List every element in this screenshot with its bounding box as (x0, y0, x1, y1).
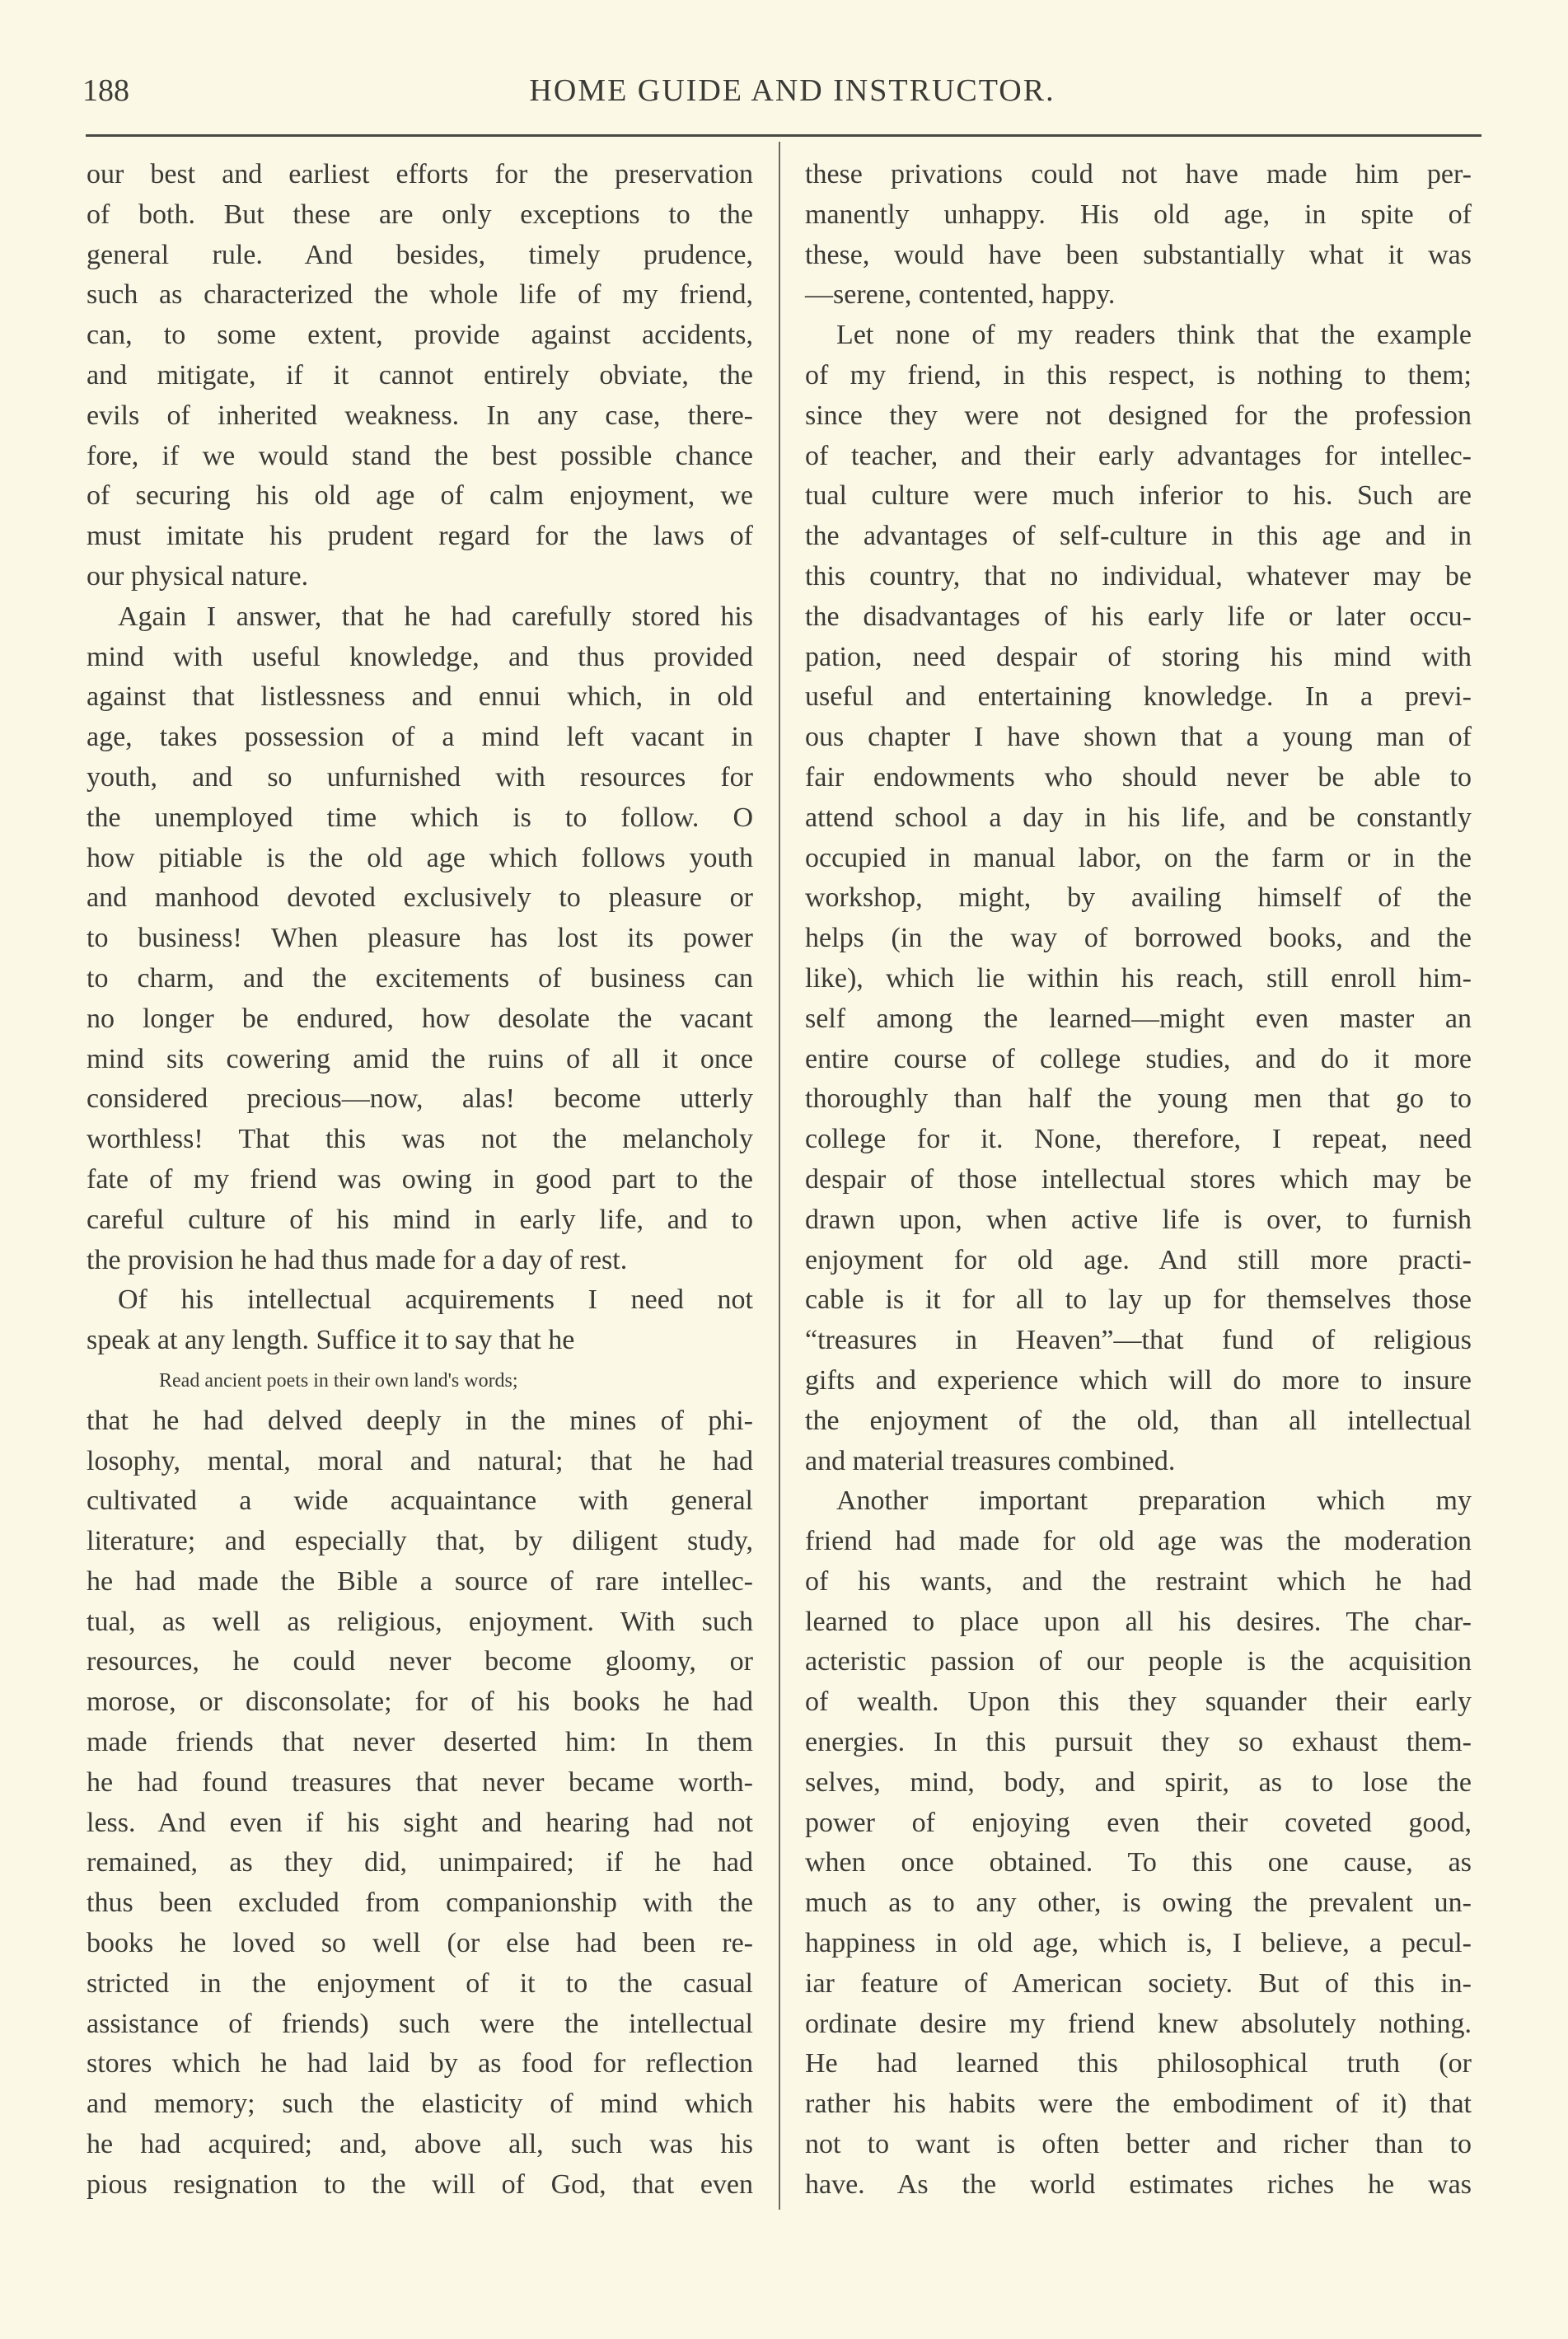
text-line: and memory; such the elasticity of mind which (87, 2089, 753, 2120)
text-line: no longer be endured, how desolate the vacant (87, 1003, 753, 1034)
text-line: self among the learned—might even master an (805, 1003, 1472, 1034)
text-line: selves, mind, body, and spirit, as to lose the (805, 1766, 1472, 1798)
text-line: the unemployed time which is to follow. O (87, 802, 753, 833)
text-line: ous chapter I have shown that a young man of (805, 722, 1472, 753)
text-line: morose, or disconsolate; for of his books he had (87, 1686, 753, 1718)
text-line: worthless! That this was not the melancholy (87, 1124, 753, 1155)
text-line: made friends that never deserted him: In them (87, 1727, 753, 1758)
text-line: despair of those intellectual stores which may be (805, 1163, 1472, 1195)
text-line: general rule. And besides, timely prudence, (87, 239, 753, 270)
text-line: age, takes possession of a mind left vacant in (87, 722, 753, 753)
text-line: he had made the Bible a source of rare intellec- (87, 1565, 753, 1597)
text-line: He had learned this philosophical truth (or (805, 2048, 1472, 2079)
text-line: these privations could not have made him per- (805, 159, 1472, 189)
text-line: cultivated a wide acquaintance with general (87, 1485, 753, 1517)
text-line: to business! When pleasure has lost its power (87, 923, 753, 954)
text-line: he had found treasures that never became worth- (87, 1766, 753, 1798)
text-line: evils of inherited weakness. In any case, there- (87, 400, 753, 431)
text-line: gifts and experience which will do more to insure (805, 1364, 1472, 1396)
text-line: this country, that no individual, whatever may be (805, 560, 1472, 592)
text-line: fate of my friend was owing in good part to the (87, 1163, 753, 1195)
text-line: to charm, and the excitements of business can (87, 962, 753, 994)
text-line: occupied in manual labor, on the farm or in the (805, 842, 1472, 873)
text-line: that he had delved deeply in the mines of phi- (87, 1405, 753, 1436)
text-line: thus been excluded from companionship with the (87, 1888, 753, 1919)
text-line: Let none of my readers think that the example (836, 320, 1472, 351)
text-line: attend school a day in his life, and be constantly (805, 802, 1472, 833)
text-line: fair endowments who should never be able to (805, 761, 1472, 793)
text-line: tual, as well as religious, enjoyment. With such (87, 1606, 753, 1637)
text-line: against that listlessness and ennui which, in old (87, 681, 753, 713)
text-line: friend had made for old age was the moderation (805, 1526, 1472, 1557)
text-line: stricted in the enjoyment of it to the casual (87, 1967, 753, 1999)
text-line: much as to any other, is owing the prevalent un- (805, 1888, 1472, 1919)
text-line: “treasures in Heaven”—that fund of religious (805, 1325, 1472, 1356)
left-column (87, 155, 753, 2206)
text-line: helps (in the way of borrowed books, and the (805, 923, 1472, 954)
text-line: assistance of friends) such were the intellectual (87, 2008, 753, 2039)
text-line: mind with useful knowledge, and thus provided (87, 641, 753, 672)
text-line: of my friend, in this respect, is nothing to them; (805, 359, 1472, 391)
text-line: the enjoyment of the old, than all intellectual (805, 1405, 1472, 1436)
text-line: the advantages of self-culture in this age and in (805, 521, 1472, 552)
text-line: useful and entertaining knowledge. In a previ- (805, 681, 1472, 713)
right-column (805, 155, 1472, 2206)
text-line: learned to place upon all his desires. The char- (805, 1606, 1472, 1637)
text-line: the disadvantages of his early life or later occu- (805, 601, 1472, 632)
text-line: Of his intellectual acquirements I need not (118, 1284, 753, 1316)
text-line: our best and earliest efforts for the preservation (87, 159, 753, 189)
quotation-line: Read ancient poets in their own land's words; (159, 1369, 518, 1392)
text-line: how pitiable is the old age which follows youth (87, 842, 753, 873)
text-line: of both. But these are only exceptions to the (87, 199, 753, 230)
text-line: —serene, contented, happy. (805, 279, 1116, 311)
text-line: of wealth. Upon this they squander their early (805, 1686, 1472, 1718)
text-line: iar feature of American society. But of this in- (805, 1967, 1472, 1999)
header-rule (86, 134, 1481, 137)
text-line: and manhood devoted exclusively to pleasure or (87, 882, 753, 914)
text-line: of his wants, and the restraint which he had (805, 1565, 1472, 1597)
text-line: these, would have been substantially what it was (805, 239, 1472, 270)
text-line: entire course of college studies, and do it more (805, 1043, 1472, 1074)
text-line: such as characterized the whole life of my friend, (87, 279, 753, 311)
text-line: manently unhappy. His old age, in spite of (805, 199, 1472, 230)
page-number: 188 (82, 73, 129, 108)
text-line: college for it. None, therefore, I repeat, need (805, 1124, 1472, 1155)
text-line: not to want is often better and richer than to (805, 2129, 1472, 2160)
text-line: can, to some extent, provide against accidents, (87, 320, 753, 351)
text-line: pation, need despair of storing his mind with (805, 641, 1472, 672)
text-line: literature; and especially that, by diligent study, (87, 1526, 753, 1557)
text-line: our physical nature. (87, 560, 309, 592)
text-line: mind sits cowering amid the ruins of all it once (87, 1043, 753, 1074)
text-line: rather his habits were the embodiment of it) that (805, 2089, 1472, 2120)
text-line: acteristic passion of our people is the acquisition (805, 1646, 1472, 1677)
text-line: and material treasures combined. (805, 1445, 1176, 1476)
text-line: power of enjoying even their coveted good, (805, 1807, 1472, 1838)
text-line: like), which lie within his reach, still enroll him- (805, 962, 1472, 994)
text-line: workshop, might, by availing himself of the (805, 882, 1472, 914)
text-line: losophy, mental, moral and natural; that he had (87, 1445, 753, 1476)
text-line: remained, as they did, unimpaired; if he had (87, 1847, 753, 1878)
text-line: drawn upon, when active life is over, to furnish (805, 1204, 1472, 1235)
text-line: cable is it for all to lay up for themselves those (805, 1284, 1472, 1316)
text-line: of teacher, and their early advantages for intellec- (805, 440, 1472, 471)
text-line: careful culture of his mind in early life, and to (87, 1204, 753, 1235)
text-line: happiness in old age, which is, I believe, a pecul- (805, 1928, 1472, 1959)
text-line: resources, he could never become gloomy, or (87, 1646, 753, 1677)
text-line: speak at any length. Suffice it to say that he (87, 1325, 575, 1356)
text-line: pious resignation to the will of God, that even (87, 2168, 753, 2200)
text-line: considered precious—now, alas! become utterly (87, 1083, 753, 1115)
column-divider (779, 142, 780, 2210)
text-line: ordinate desire my friend knew absolutely nothing. (805, 2008, 1472, 2039)
text-line: have. As the world estimates riches he was (805, 2168, 1472, 2200)
text-line: Another important preparation which my (836, 1485, 1472, 1517)
text-line: youth, and so unfurnished with resources for (87, 761, 753, 793)
text-line: of securing his old age of calm enjoyment, we (87, 480, 753, 512)
text-line: the provision he had thus made for a day of rest. (87, 1244, 628, 1275)
text-line: he had acquired; and, above all, such was his (87, 2129, 753, 2160)
text-line: less. And even if his sight and hearing had not (87, 1807, 753, 1838)
running-title: HOME GUIDE AND INSTRUCTOR. (529, 73, 1055, 108)
text-line: must imitate his prudent regard for the laws of (87, 521, 753, 552)
text-line: thoroughly than half the young men that go to (805, 1083, 1472, 1115)
text-line: fore, if we would stand the best possible chance (87, 440, 753, 471)
text-line: since they were not designed for the profession (805, 400, 1472, 431)
text-line: enjoyment for old age. And still more practi- (805, 1244, 1472, 1275)
text-line: stores which he had laid by as food for reflection (87, 2048, 753, 2079)
text-line: when once obtained. To this one cause, as (805, 1847, 1472, 1878)
text-line: tual culture were much inferior to his. Such are (805, 480, 1472, 512)
text-line: and mitigate, if it cannot entirely obviate, the (87, 359, 753, 391)
text-line: books he loved so well (or else had been re- (87, 1928, 753, 1959)
text-line: energies. In this pursuit they so exhaust them- (805, 1727, 1472, 1758)
text-line: Again I answer, that he had carefully stored his (118, 601, 753, 632)
